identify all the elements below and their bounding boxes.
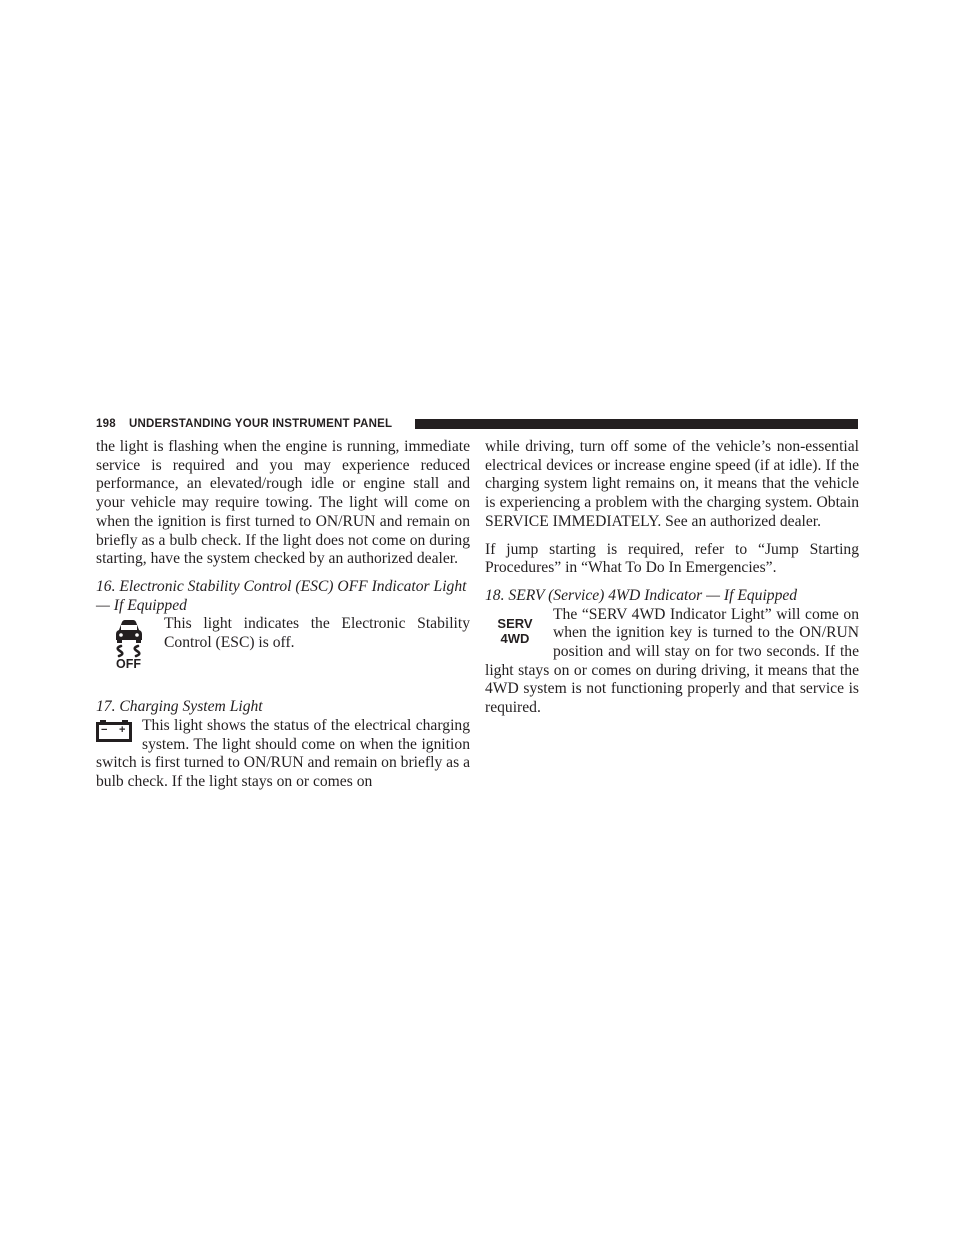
battery-plus-sign: + — [119, 724, 126, 737]
serv-4wd-icon-line2: 4WD — [500, 630, 530, 646]
item16-heading: 16. Electronic Stability Control (ESC) OFF Indicator Light — If Equipped — [96, 577, 467, 614]
continued-paragraph: while driving, turn off some of the vehicle’s non-essential electrical devices or increase engine speed (if at idle). If the charging system light remains on, it means that the vehicle is experiencing a problem with the charging system. Obtain SERVICE IMMEDIATELY. See an authorized dealer. — [485, 438, 859, 530]
intro-paragraph: the light is flashing when the engine is running, immediate service is required and you may experience reduced performance, an elevated/rough idle or engine stall and your vehicle may require towing. The light will come on when the ignition is first turned to ON/RUN and remain on briefly as a bulb check. If the light does not come on during starting, have the system checked by an authorized dealer. — [96, 438, 470, 568]
item16-text: This light indicates the Electronic Stability Control (ESC) is off. — [164, 615, 470, 652]
esc-off-icon — [100, 617, 158, 669]
item18-text: The “SERV 4WD Indicator Light” will come on when the ignition key is turned to the ON/RUN position and will stay on for two seconds. If the light stays on or comes on during driving, it means that the 4WD system is not functioning properly and that service is required. — [485, 605, 859, 717]
left-column — [96, 438, 470, 792]
page-header — [96, 417, 858, 431]
jump-starting-paragraph: If jump starting is required, refer to “Jump Starting Procedures” in “What To Do In Emergencies”. — [485, 540, 859, 577]
esc-off-icon-text: OFF — [116, 657, 141, 670]
battery-icon — [96, 720, 136, 742]
right-column — [485, 438, 859, 718]
page-number: 198 — [96, 418, 116, 430]
battery-minus-sign: − — [101, 724, 108, 737]
serv-4wd-icon — [487, 614, 543, 652]
item17-heading: 17. Charging System Light — [96, 698, 263, 716]
header-rule — [415, 419, 858, 429]
item17-text: This light shows the status of the electrical charging system. The light should come on when the ignition switch is first turned to ON/RUN and remain on briefly as a bulb check. If the light stays on or comes on — [96, 717, 470, 791]
serv-4wd-icon-line1: SERV — [497, 615, 533, 631]
section-title: UNDERSTANDING YOUR INSTRUMENT PANEL — [129, 418, 393, 430]
item18-heading: 18. SERV (Service) 4WD Indicator — If Equipped — [485, 586, 798, 604]
